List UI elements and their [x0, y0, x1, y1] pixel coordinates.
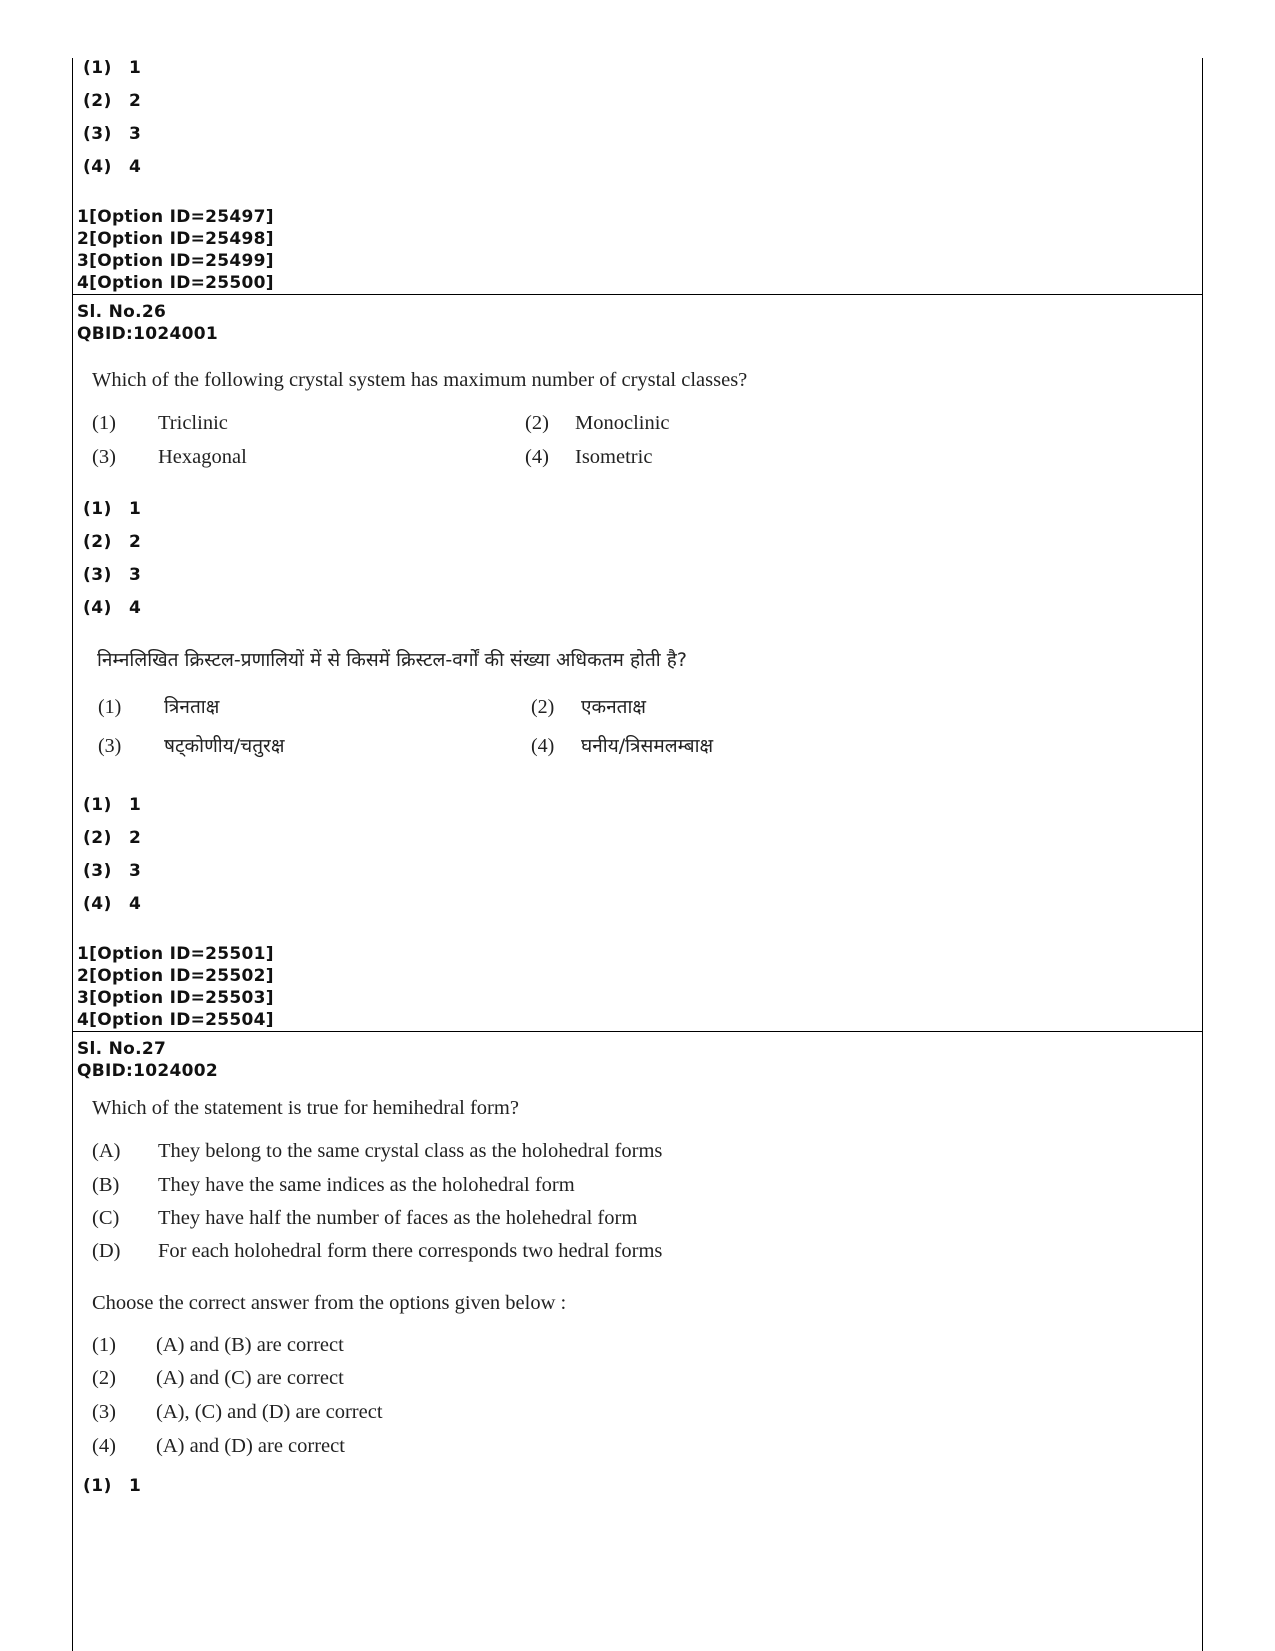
answer-option-3: (3) 3 [83, 861, 142, 881]
answer-option-1: (1) 1 [83, 499, 142, 519]
question-header [77, 301, 218, 345]
answer-option-4: (4) 4 [83, 598, 142, 618]
question-divider [72, 1031, 1203, 1032]
option-item-hindi: (2) एकनताक्ष [531, 696, 647, 718]
question-text: Which of the following crystal system has maximum number of crystal classes? [92, 369, 748, 391]
option-id-list [77, 206, 274, 294]
option-item: (3) Hexagonal [92, 446, 247, 468]
instruction-text: Choose the correct answer from the options given below : [92, 1292, 567, 1314]
statement-item: (C) They have half the number of faces as the holehedral form [92, 1207, 638, 1229]
option-id: 1[Option ID=25501] [77, 944, 274, 964]
answer-option-1: (1) 1 [83, 1476, 142, 1496]
option-id: 2[Option ID=25498] [77, 229, 274, 249]
answer-option-1: (1) 1 [83, 795, 142, 815]
question-header [77, 1038, 218, 1082]
option-id: 1[Option ID=25497] [77, 207, 274, 227]
option-id-list [77, 943, 274, 1031]
serial-number: Sl. No.26 [77, 302, 167, 322]
answer-option-4: (4) 4 [83, 157, 142, 177]
answer-option-1: (1) 1 [83, 58, 142, 78]
answer-option-4: (4) 4 [83, 894, 142, 914]
qbid: QBID:1024001 [77, 324, 219, 344]
question-divider [72, 294, 1203, 295]
question-text: Which of the statement is true for hemihedral form? [92, 1097, 519, 1119]
qbid: QBID:1024002 [77, 1061, 219, 1081]
answer-option-3: (3) 3 [83, 124, 142, 144]
statement-item: (D) For each holohedral form there corresponds two hedral forms [92, 1240, 663, 1262]
answer-option-2: (2) 2 [83, 91, 142, 111]
answer-option-3: (3) 3 [83, 565, 142, 585]
option-item-hindi: (4) घनीय/त्रिसमलम्बाक्ष [531, 735, 714, 757]
answer-option-2: (2) 2 [83, 828, 142, 848]
option-item: (4) Isometric [525, 446, 653, 468]
serial-number: Sl. No.27 [77, 1039, 167, 1059]
option-id: 4[Option ID=25500] [77, 273, 274, 293]
question-text-hindi: निम्नलिखित क्रिस्टल-प्रणालियों में से किसमें क्रिस्टल-वर्गों की संख्या अधिकतम होती है? [97, 649, 687, 671]
choice-item: (2) (A) and (C) are correct [92, 1367, 344, 1389]
option-item-hindi: (3) षट्कोणीय/चतुरक्ष [98, 735, 285, 757]
answer-option-2: (2) 2 [83, 532, 142, 552]
choice-item: (3) (A), (C) and (D) are correct [92, 1401, 383, 1423]
statement-item: (A) They belong to the same crystal class as the holohedral forms [92, 1140, 663, 1162]
option-id: 3[Option ID=25503] [77, 988, 274, 1008]
choice-item: (4) (A) and (D) are correct [92, 1435, 345, 1457]
option-item: (2) Monoclinic [525, 412, 670, 434]
option-item: (1) Triclinic [92, 412, 228, 434]
choice-item: (1) (A) and (B) are correct [92, 1334, 344, 1356]
option-id: 2[Option ID=25502] [77, 966, 274, 986]
option-item-hindi: (1) त्रिनताक्ष [98, 696, 220, 718]
statement-item: (B) They have the same indices as the holohedral form [92, 1174, 575, 1196]
option-id: 3[Option ID=25499] [77, 251, 274, 271]
option-id: 4[Option ID=25504] [77, 1010, 274, 1030]
